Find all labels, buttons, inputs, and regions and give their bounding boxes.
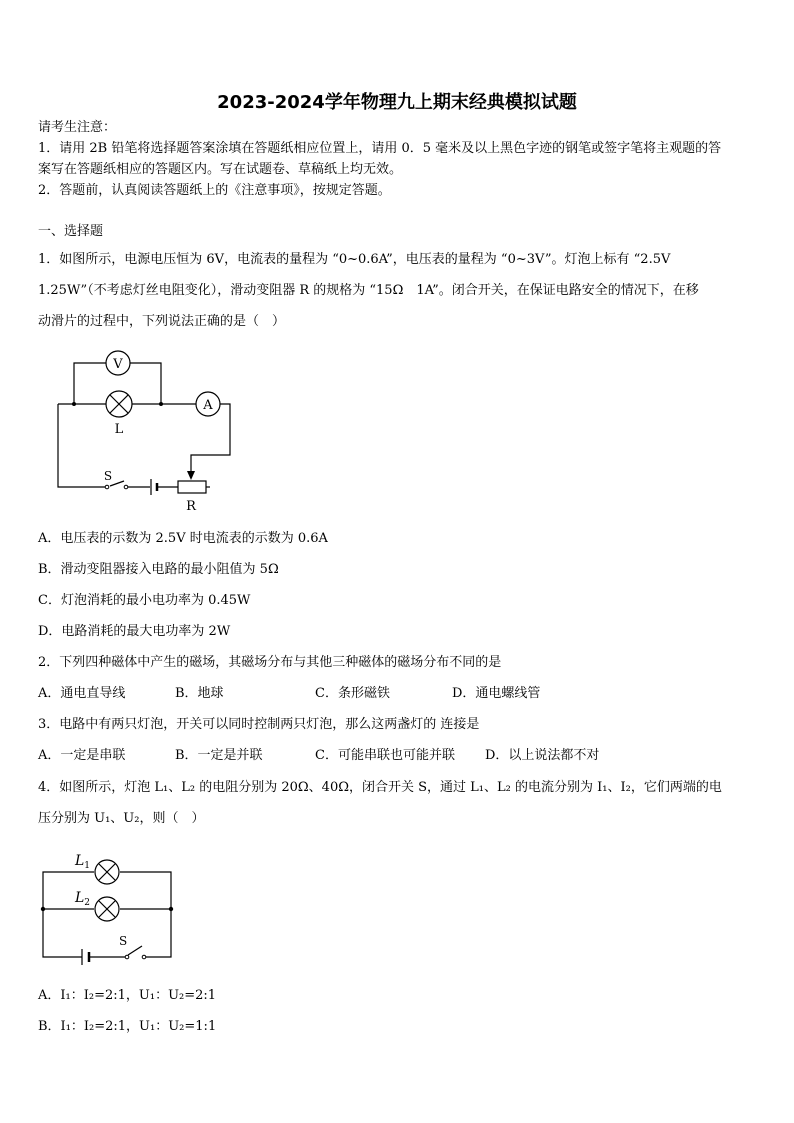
notice-line-1: 1．请用 2B 铅笔将选择题答案涂填在答题纸相应位置上，请用 0．5 毫米及以上黑色字迹的钢笔或签字笔将主观题的答	[38, 141, 722, 156]
q1-circuit-diagram	[50, 340, 240, 520]
q2-option-c: C．条形磁铁	[315, 686, 390, 701]
q1-option-c: C．灯泡消耗的最小电功率为 0.45W	[38, 593, 251, 608]
lamp-label: L	[114, 422, 124, 437]
q3-option-c: C．可能串联也可能并联	[315, 748, 455, 763]
notice-line-3: 2．答题前，认真阅读答题纸上的《注意事项》，按规定答题。	[38, 183, 391, 198]
switch-label: S	[119, 934, 128, 948]
page-title: 2023-2024学年物理九上期末经典模拟试题	[217, 92, 577, 113]
rheostat-label: R	[186, 499, 196, 514]
notice-line-2: 案写在答题纸相应的答题区内。写在试题卷、草稿纸上均无效。	[38, 162, 403, 177]
q1-option-d: D．电路消耗的最大电功率为 2W	[38, 624, 231, 639]
q4-stem-line-1: 4．如图所示，灯泡 L₁、L₂ 的电阻分别为 20Ω、40Ω，闭合开关 S，通过 L₁、L₂ 的电流分别为 I₁、I₂，它们两端的电	[38, 780, 722, 795]
q2-option-d: D．通电螺线管	[452, 686, 541, 701]
q2-options	[38, 686, 540, 702]
q1-option-a: A．电压表的示数为 2.5V 时电流表的示数为 0.6A	[38, 531, 328, 546]
q2-option-a: A．通电直导线	[38, 686, 126, 701]
q4-option-a: A．I₁：I₂=2:1，U₁：U₂=2:1	[38, 988, 217, 1003]
lamp2-label: $L_2$	[75, 890, 91, 908]
q3-option-a: A．一定是串联	[38, 748, 126, 763]
q1-stem-line-2: 1.25W”（不考虑灯丝电阻变化），滑动变阻器 R 的规格为 “15Ω 1A”。闭合开关，在保证电路安全的情况下，在移	[38, 283, 699, 298]
q3-option-b: B．一定是并联	[175, 748, 263, 763]
q1-stem-line-3: 动滑片的过程中，下列说法正确的是（ ）	[38, 314, 286, 329]
lamp1-label: $L_1$	[75, 853, 91, 871]
voltmeter-label: V	[113, 357, 123, 372]
q2-stem: 2．下列四种磁体中产生的磁场，其磁场分布与其他三种磁体的磁场分布不同的是	[38, 655, 502, 670]
switch-label: S	[103, 469, 113, 483]
q3-option-d: D．以上说法都不对	[485, 748, 600, 763]
section-heading: 一、选择题	[38, 224, 104, 239]
q3-stem: 3．电路中有两只灯泡，开关可以同时控制两只灯泡，那么这两盏灯的 连接是	[38, 717, 480, 732]
notice-heading: 请考生注意：	[38, 120, 117, 135]
q1-stem-line-1: 1．如图所示，电源电压恒为 6V，电流表的量程为 “0~0.6A”，电压表的量程为 “0~3V”。灯泡上标有 “2.5V	[38, 252, 671, 267]
q4-circuit-diagram	[35, 845, 185, 970]
q1-option-b: B．滑动变阻器接入电路的最小阻值为 5Ω	[38, 562, 279, 577]
q3-options	[38, 748, 599, 764]
q4-stem-line-2: 压分别为 U₁、U₂，则（ ）	[38, 811, 205, 826]
ammeter-label: A	[203, 398, 213, 413]
q2-option-b: B．地球	[175, 686, 224, 701]
q4-option-b: B．I₁：I₂=2:1，U₁：U₂=1:1	[38, 1019, 217, 1034]
